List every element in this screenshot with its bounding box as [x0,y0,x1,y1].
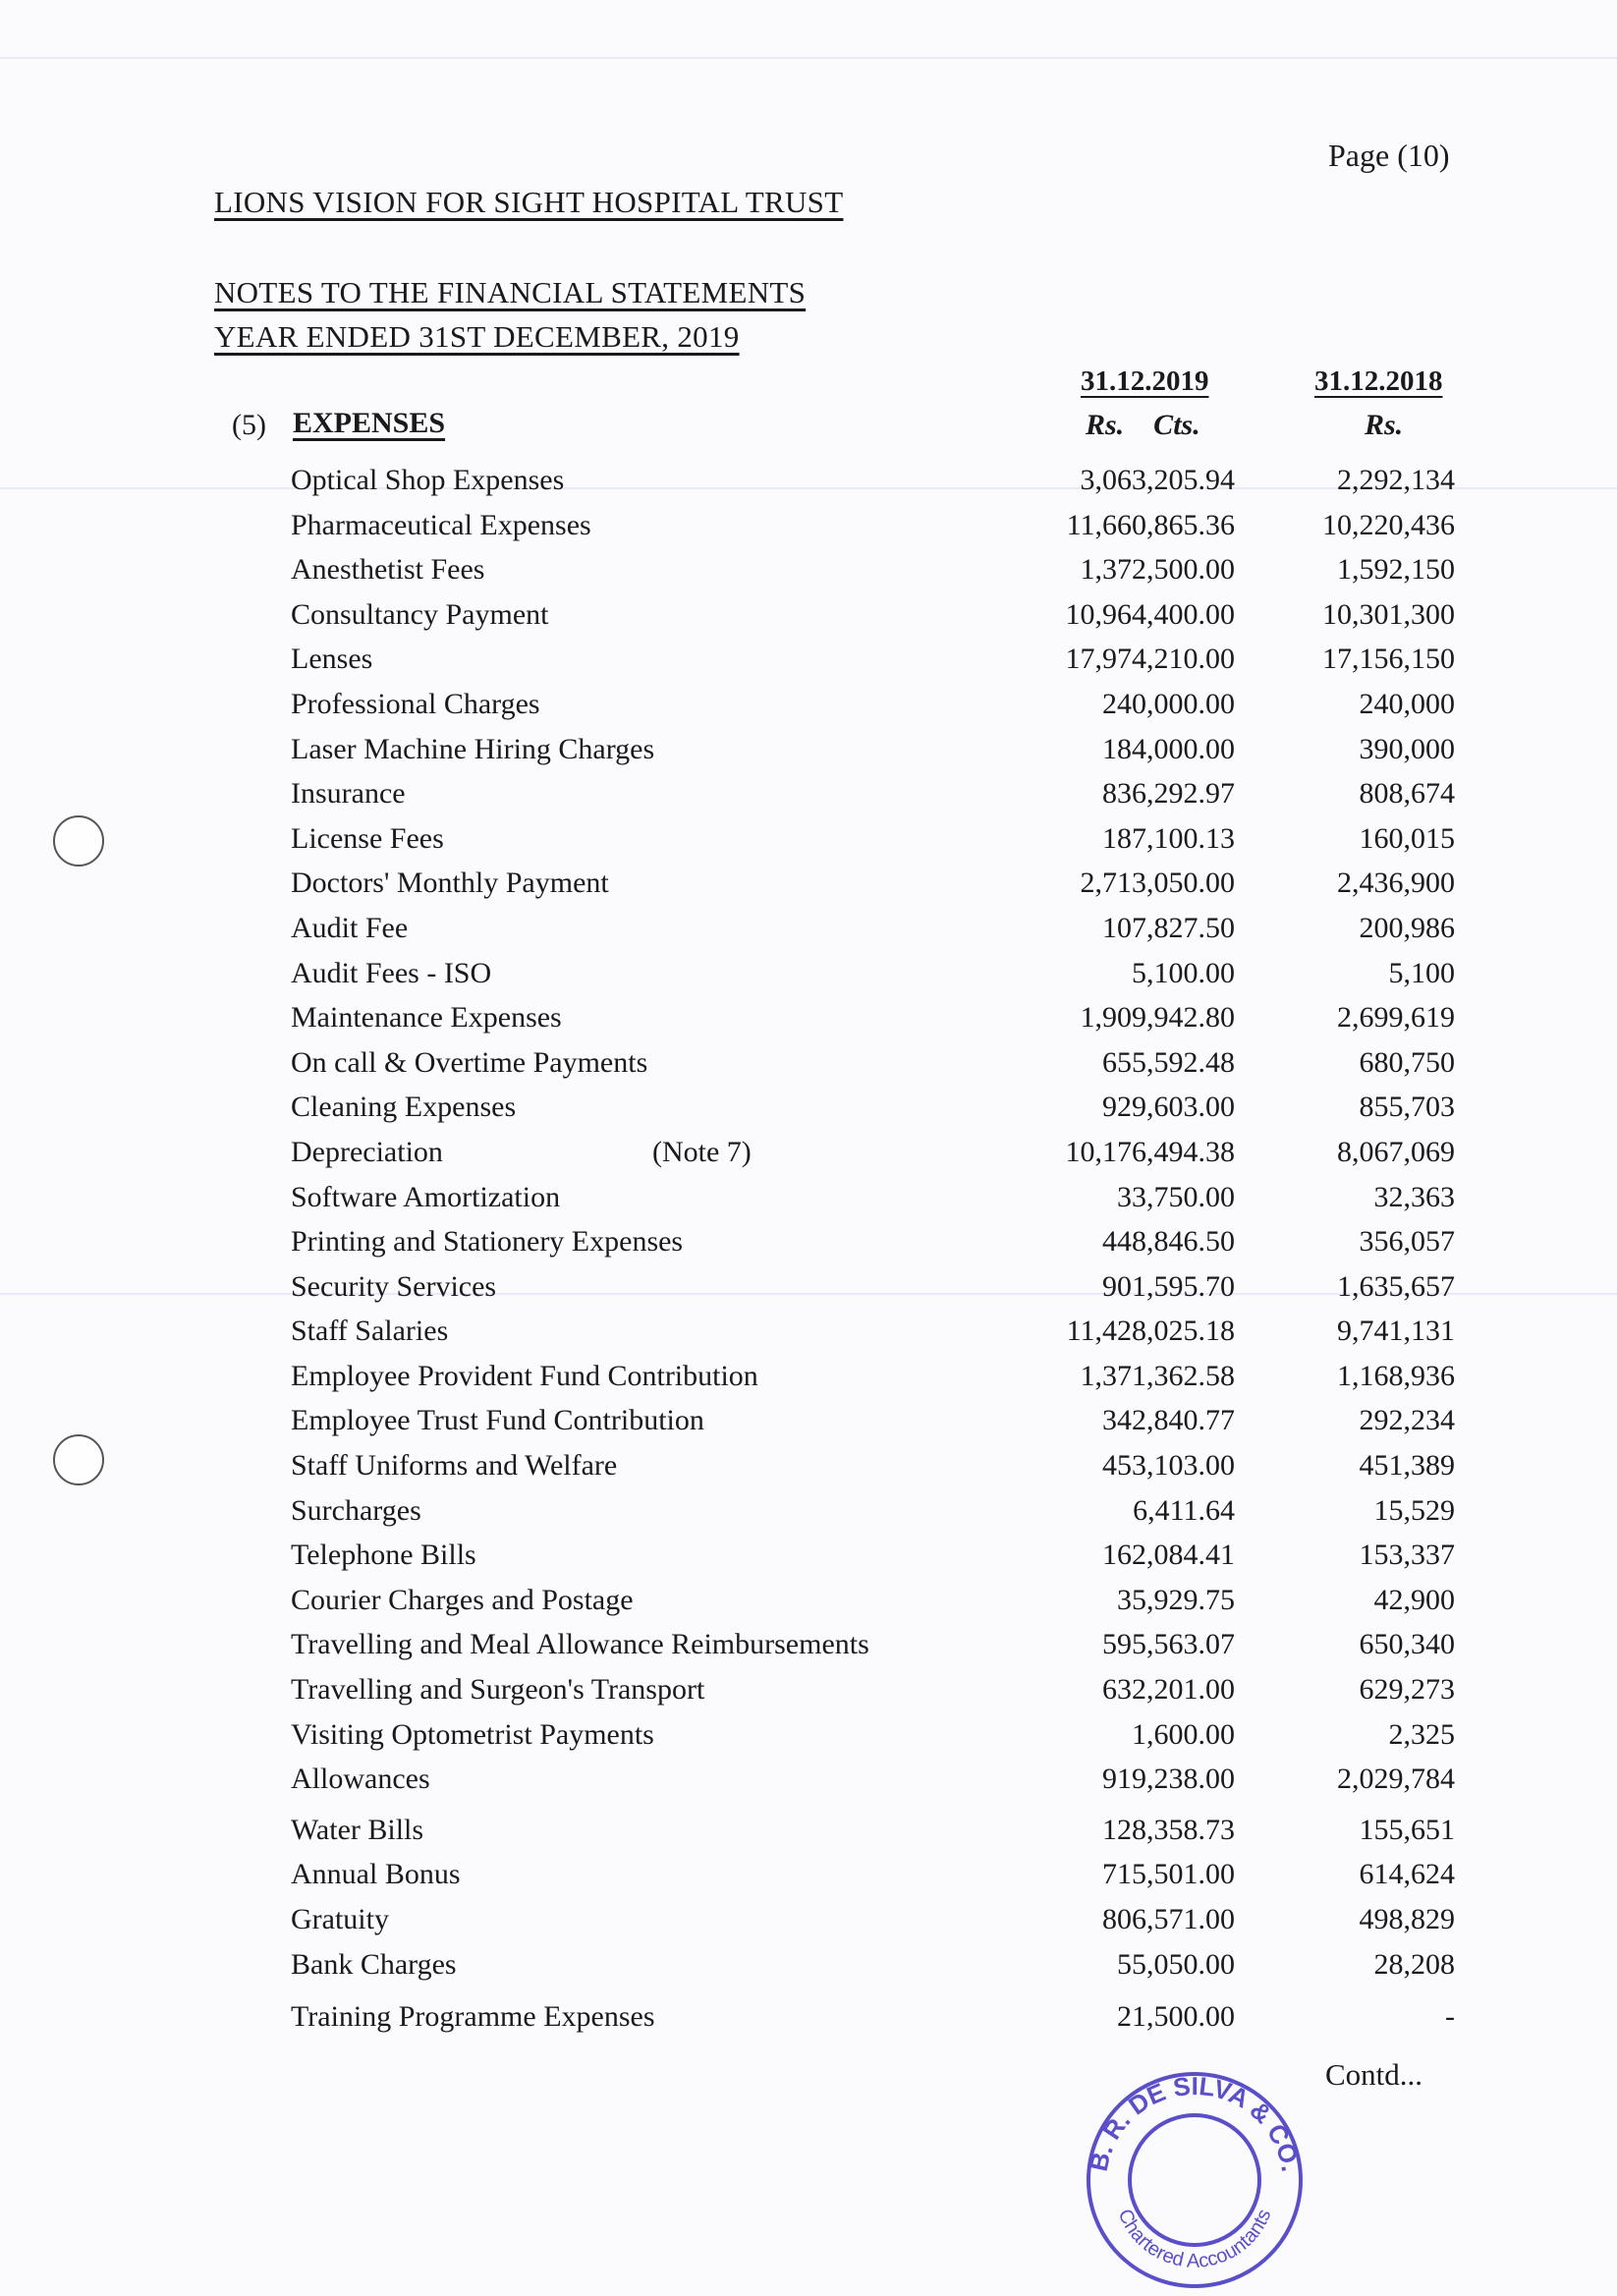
amount-2018: 8,067,069 [1337,1135,1455,1168]
amount-2018: 629,273 [1359,1673,1455,1707]
expense-label: Staff Salaries [291,1315,449,1348]
amount-2018: 15,529 [1373,1493,1455,1527]
table-row [0,912,1617,957]
amount-2019: 35,929.75 [1117,1583,1235,1616]
amount-2019: 10,176,494.38 [1065,1135,1235,1168]
amount-2019: 128,358.73 [1102,1813,1235,1846]
organization-name: LIONS VISION FOR SIGHT HOSPITAL TRUST [214,185,844,219]
table-row [0,1673,1617,1718]
amount-2018: - [1445,2000,1455,2034]
expense-label: Water Bills [291,1813,424,1846]
amount-2019: 448,846.50 [1102,1225,1235,1259]
table-row [0,822,1617,868]
table-row [0,464,1617,509]
expense-label: Courier Charges and Postage [291,1583,634,1616]
table-row [0,688,1617,733]
table-row [0,1628,1617,1673]
expense-label: Travelling and Surgeon's Transport [291,1673,705,1707]
table-row [0,1584,1617,1629]
amount-2018: 10,301,300 [1322,597,1455,631]
table-row [0,733,1617,778]
amount-2019: 107,827.50 [1102,911,1235,944]
amount-2019: 929,603.00 [1102,1091,1235,1124]
amount-2018: 1,592,150 [1337,553,1455,587]
table-row [0,1948,1617,1993]
table-row [0,2000,1617,2045]
table-row [0,643,1617,688]
table-row [0,1814,1617,1859]
stamp-top-text: B. R. DE SILVA & CO. [1083,2070,1307,2174]
expense-label: Training Programme Expenses [291,2000,655,2034]
table-row [0,1494,1617,1540]
page-number: Page (10) [1328,138,1450,173]
amount-2018: 808,674 [1359,777,1455,811]
amount-2018: 855,703 [1359,1091,1455,1124]
amount-2019: 11,428,025.18 [1066,1315,1235,1348]
continued-label: Contd... [1325,2057,1423,2092]
expense-label: Anesthetist Fees [291,553,485,587]
amount-2018: 10,220,436 [1322,508,1455,541]
table-row [0,509,1617,554]
expense-label: Cleaning Expenses [291,1091,517,1124]
column-date-2018: 31.12.2018 [1314,365,1443,397]
amount-2019: 342,840.77 [1102,1404,1235,1437]
amount-2018: 614,624 [1359,1858,1455,1891]
expense-label: Depreciation [291,1135,443,1168]
amount-2019: 1,909,942.80 [1080,1001,1235,1035]
amount-2018: 240,000 [1359,687,1455,720]
amount-2018: 2,292,134 [1337,464,1455,496]
expense-label: Employee Provident Fund Contribution [291,1359,758,1392]
expense-label: Optical Shop Expenses [291,464,565,496]
expense-label: Annual Bonus [291,1858,461,1891]
table-row [0,1903,1617,1948]
table-row [0,867,1617,912]
table-row [0,553,1617,598]
expense-label: Audit Fee [291,911,409,944]
table-row [0,1091,1617,1136]
expense-label: Staff Uniforms and Welfare [291,1449,618,1483]
amount-2019: 806,571.00 [1102,1903,1235,1935]
amount-2018: 200,986 [1359,911,1455,944]
table-row [0,1315,1617,1360]
expense-label: Software Amortization [291,1180,561,1213]
column-unit-2018: Rs. [1365,409,1404,441]
amount-2018: 356,057 [1359,1225,1455,1259]
amount-2019: 55,050.00 [1117,1947,1235,1981]
expense-label: Employee Trust Fund Contribution [291,1404,704,1437]
expense-label: Gratuity [291,1903,389,1935]
amount-2019: 453,103.00 [1102,1449,1235,1483]
amount-2019: 10,964,400.00 [1065,597,1235,631]
amount-2018: 32,363 [1373,1180,1455,1213]
amount-2018: 28,208 [1373,1947,1455,1981]
expense-label: Pharmaceutical Expenses [291,508,591,541]
amount-2019: 1,372,500.00 [1080,553,1235,587]
amount-2019: 187,100.13 [1102,821,1235,855]
column-date-2019: 31.12.2019 [1081,365,1209,397]
column-unit-2019: Rs. Cts. [1086,409,1200,441]
amount-2018: 680,750 [1359,1045,1455,1079]
amount-2019: 162,084.41 [1102,1539,1235,1572]
table-row [0,1718,1617,1764]
amount-2018: 153,337 [1359,1539,1455,1572]
table-row [0,957,1617,1002]
table-row [0,777,1617,822]
expense-label: Printing and Stationery Expenses [291,1225,684,1259]
table-row [0,1858,1617,1903]
auditor-stamp [1079,2064,1310,2296]
amount-2018: 160,015 [1359,821,1455,855]
amount-2019: 6,411.64 [1133,1493,1235,1527]
expense-label: License Fees [291,821,444,855]
notes-title: NOTES TO THE FINANCIAL STATEMENTS [214,275,807,309]
expense-label: Insurance [291,777,406,811]
amount-2019: 901,595.70 [1102,1269,1235,1303]
expense-label: Telephone Bills [291,1539,476,1572]
amount-2019: 919,238.00 [1102,1763,1235,1796]
section-number: (5) [232,409,266,441]
table-row [0,1270,1617,1316]
amount-2019: 1,600.00 [1132,1717,1235,1751]
amount-2018: 390,000 [1359,732,1455,765]
table-row [0,1181,1617,1226]
expense-label: Audit Fees - ISO [291,956,492,989]
table-row [0,1360,1617,1405]
amount-2018: 498,829 [1359,1903,1455,1935]
table-row [0,1001,1617,1046]
amount-2019: 5,100.00 [1132,956,1235,989]
expense-label: Laser Machine Hiring Charges [291,732,655,765]
amount-2019: 3,063,205.94 [1080,464,1235,496]
stamp-bottom-text: Chartered Accountants [1113,2206,1276,2272]
amount-2018: 2,029,784 [1337,1763,1455,1796]
amount-2019: 33,750.00 [1117,1180,1235,1213]
table-row [0,598,1617,644]
amount-2018: 2,699,619 [1337,1001,1455,1035]
expense-table [0,464,1617,2045]
expense-label: Surcharges [291,1493,421,1527]
amount-2018: 650,340 [1359,1628,1455,1661]
amount-2019: 2,713,050.00 [1080,867,1235,900]
table-row [0,1539,1617,1584]
amount-2018: 2,436,900 [1337,867,1455,900]
table-row [0,1136,1617,1181]
scan-line [0,57,1617,59]
amount-2019: 17,974,210.00 [1065,643,1235,676]
table-row [0,1404,1617,1449]
amount-2018: 155,651 [1359,1813,1455,1846]
amount-2018: 451,389 [1359,1449,1455,1483]
amount-2018: 5,100 [1388,956,1455,989]
expense-label: Allowances [291,1763,430,1796]
stamp-inner-ring [1130,2115,1259,2245]
amount-2018: 2,325 [1388,1717,1455,1751]
amount-2019: 836,292.97 [1102,777,1235,811]
amount-2019: 632,201.00 [1102,1673,1235,1707]
amount-2018: 1,635,657 [1337,1269,1455,1303]
amount-2018: 42,900 [1373,1583,1455,1616]
section-title: EXPENSES [293,407,446,439]
amount-2019: 715,501.00 [1102,1858,1235,1891]
table-row [0,1763,1617,1808]
amount-2019: 595,563.07 [1102,1628,1235,1661]
expense-label: Doctors' Monthly Payment [291,867,609,900]
amount-2019: 1,371,362.58 [1080,1359,1235,1392]
amount-2018: 17,156,150 [1322,643,1455,676]
amount-2018: 9,741,131 [1337,1315,1455,1348]
expense-label: Professional Charges [291,687,540,720]
amount-2019: 655,592.48 [1102,1045,1235,1079]
amount-2019: 21,500.00 [1117,2000,1235,2034]
expense-label: Lenses [291,643,373,676]
table-row [0,1046,1617,1092]
expense-label: Travelling and Meal Allowance Reimbursements [291,1628,869,1661]
amount-2018: 292,234 [1359,1404,1455,1437]
amount-2019: 240,000.00 [1102,687,1235,720]
expense-label: Bank Charges [291,1947,457,1981]
amount-2019: 11,660,865.36 [1066,508,1235,541]
table-row [0,1225,1617,1270]
expense-label: On call & Overtime Payments [291,1045,648,1079]
amount-2019: 184,000.00 [1102,732,1235,765]
expense-label: Visiting Optometrist Payments [291,1717,654,1751]
expense-label: Maintenance Expenses [291,1001,562,1035]
year-title: YEAR ENDED 31ST DECEMBER, 2019 [214,319,740,354]
amount-2018: 1,168,936 [1337,1359,1455,1392]
expense-label: Security Services [291,1269,497,1303]
expense-label: Consultancy Payment [291,597,549,631]
expense-note-ref: (Note 7) [652,1135,752,1168]
table-row [0,1449,1617,1494]
